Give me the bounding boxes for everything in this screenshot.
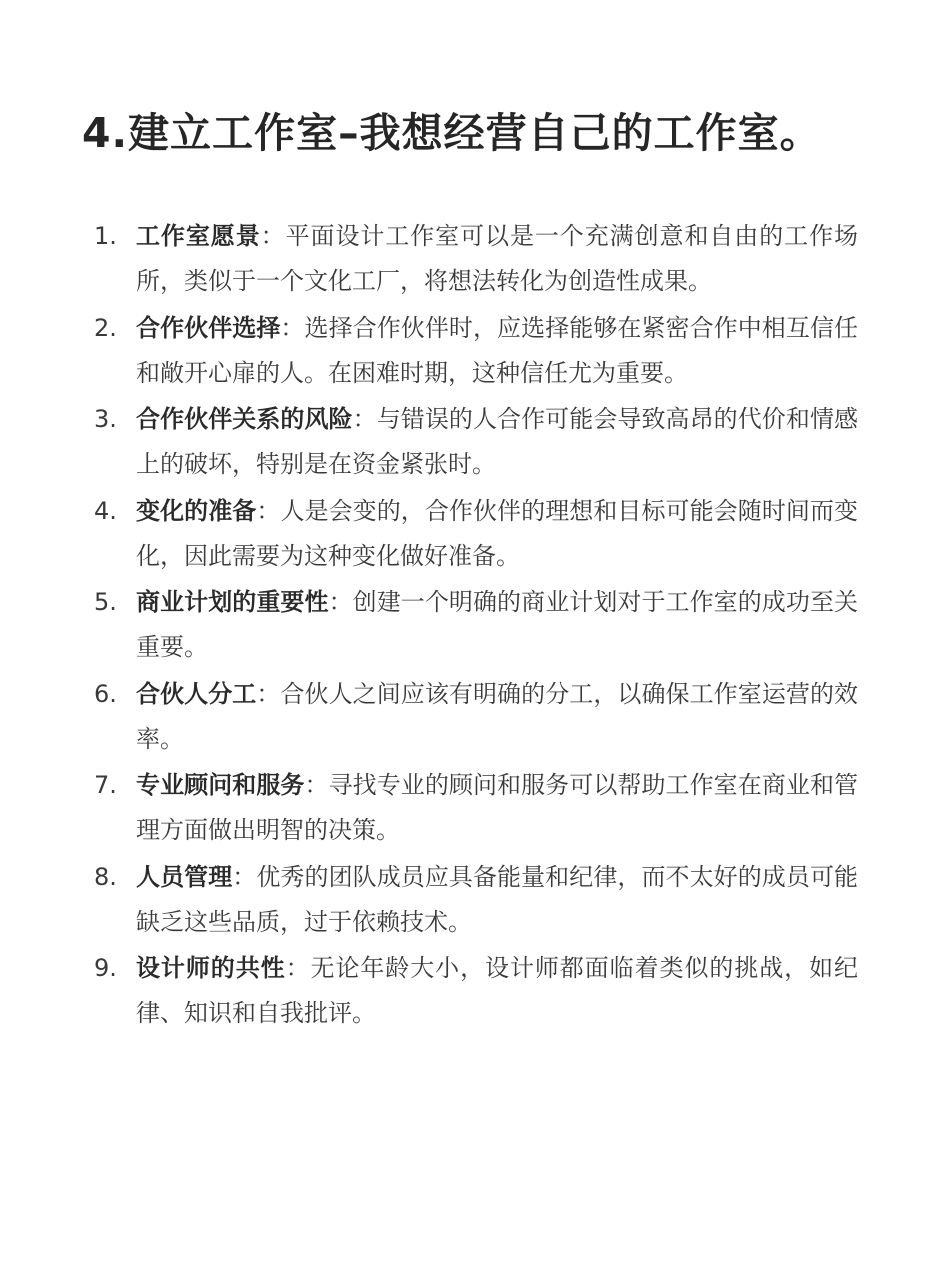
item-separator: ： — [352, 405, 377, 433]
list-item-9 — [94, 946, 867, 1036]
item-separator: ： — [232, 862, 257, 891]
list-item-6 — [94, 672, 867, 762]
item-separator: ： — [285, 954, 311, 982]
item-body — [136, 306, 858, 396]
item-number: 7. — [94, 771, 117, 799]
item-text: 人是会变的，合作伙伴的理想和目标可能会随时间而变化，因此需要为这种变化做好准备。 — [136, 496, 859, 570]
item-separator: ： — [304, 771, 329, 799]
item-body — [136, 214, 858, 304]
item-term: 人员管理 — [136, 862, 233, 891]
list-item-7 — [94, 763, 867, 853]
list-item-2 — [94, 306, 867, 396]
list-item-4 — [94, 489, 867, 579]
list-item-8 — [94, 855, 867, 945]
item-number: 4. — [94, 496, 117, 525]
item-number: 2. — [94, 313, 117, 342]
item-separator: ： — [256, 496, 281, 525]
list-item-5 — [94, 580, 867, 670]
item-body — [136, 580, 858, 670]
item-text: 与错误的人合作可能会导致高昂的代价和情感上的破坏，特别是在资金紧张时。 — [136, 405, 859, 478]
item-separator: ： — [280, 313, 305, 342]
item-number: 5. — [94, 588, 117, 616]
list-item-1 — [94, 214, 867, 304]
item-text: 选择合作伙伴时，应选择能够在紧密合作中相互信任和敞开心扉的人。在困难时期，这种信任尤为重要。 — [136, 313, 859, 387]
item-number: 9. — [94, 954, 117, 982]
item-body — [136, 763, 858, 853]
item-term: 变化的准备 — [136, 496, 257, 525]
item-body — [136, 672, 858, 762]
item-term: 合作伙伴选择 — [136, 313, 281, 342]
item-number: 3. — [94, 405, 117, 433]
list-item-3 — [94, 397, 867, 487]
item-body — [136, 855, 858, 945]
item-separator: ： — [260, 222, 286, 250]
item-term: 商业计划的重要性 — [136, 588, 329, 616]
item-number: 8. — [94, 862, 117, 891]
item-text: 平面设计工作室可以是一个充满创意和自由的工作场所，类似于一个文化工厂，将想法转化为创造性成果。 — [136, 222, 859, 295]
page-title: 4.建立工作室–我想经营自己的工作室。 — [82, 109, 822, 157]
item-term: 合作伙伴关系的风险 — [136, 405, 353, 433]
item-term: 设计师的共性 — [136, 954, 286, 982]
item-body — [136, 397, 858, 487]
item-text: 无论年龄大小，设计师都面临着类似的挑战，如纪律、知识和自我批评。 — [136, 954, 859, 1027]
item-text: 创建一个明确的商业计划对于工作室的成功至关重要。 — [136, 588, 859, 661]
item-body — [136, 489, 858, 579]
item-text: 优秀的团队成员应具备能量和纪律，而不太好的成员可能缺乏这些品质，过于依赖技术。 — [136, 862, 859, 936]
item-term: 合伙人分工 — [136, 679, 257, 708]
item-text: 合伙人之间应该有明确的分工，以确保工作室运营的效率。 — [136, 679, 859, 753]
item-separator: ： — [328, 588, 353, 616]
item-term: 工作室愿景 — [136, 222, 261, 250]
item-text: 寻找专业的顾问和服务可以帮助工作室在商业和管理方面做出明智的决策。 — [136, 771, 859, 844]
item-separator: ： — [256, 679, 281, 708]
numbered-list — [82, 214, 867, 1036]
item-term: 专业顾问和服务 — [136, 771, 305, 799]
item-number: 1. — [94, 222, 117, 250]
item-number: 6. — [94, 679, 117, 708]
item-body — [136, 946, 858, 1036]
